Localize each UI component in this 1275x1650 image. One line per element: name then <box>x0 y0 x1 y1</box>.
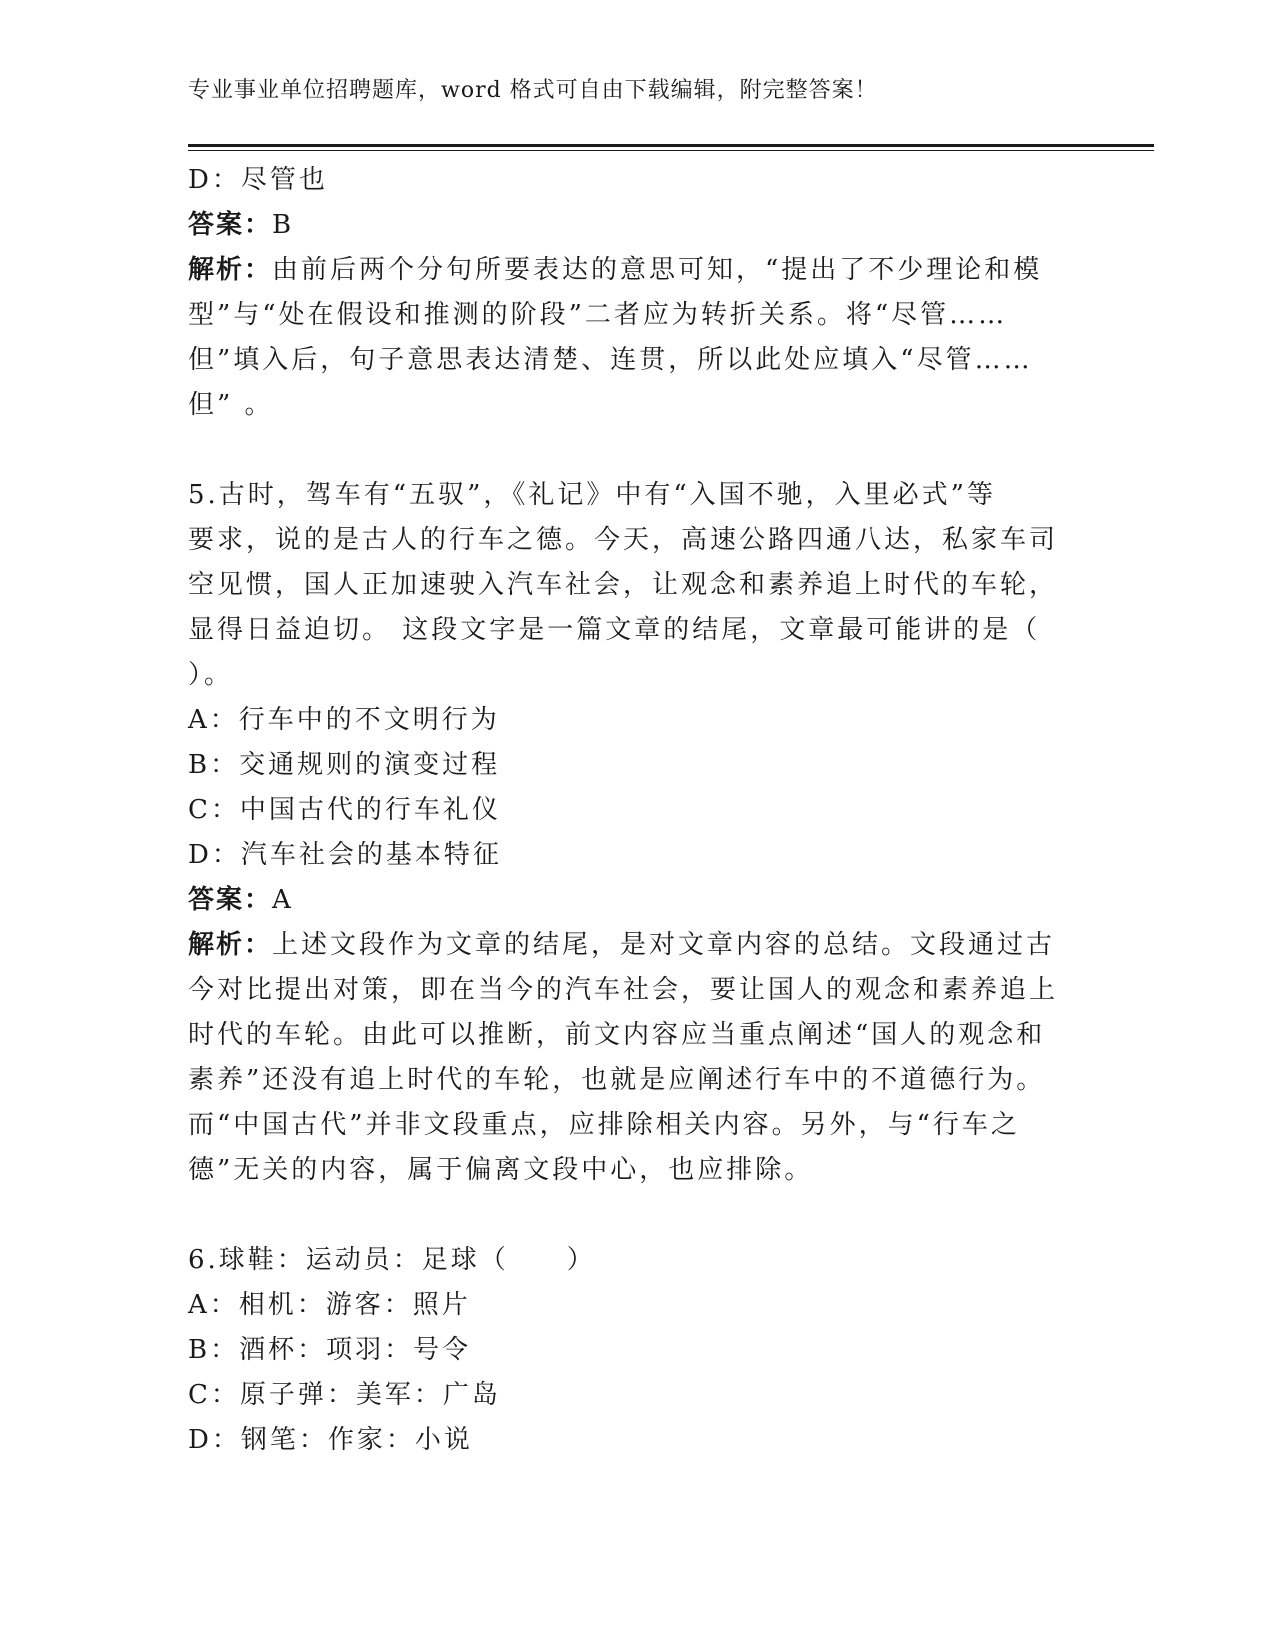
q6-option-d: D：钢笔：作家：小说 <box>188 1425 473 1455</box>
document-content <box>188 158 1058 1463</box>
analysis-label: 解析： <box>188 255 273 285</box>
page-header: 专业事业单位招聘题库，word 格式可自由下载编辑，附完整答案！ <box>188 78 878 103</box>
prev-analysis-line: 型”与“处在假设和推测的阶段”二者应为转折关系。将“尽管…… <box>188 300 1008 330</box>
q5-stem-line: ）。 <box>188 660 234 690</box>
q5-stem-line: 要求，说的是古人的行车之德。今天，高速公路四通八达，私家车司 <box>188 525 1059 555</box>
spacer <box>188 1193 1058 1238</box>
prev-analysis-line: 解析：由前后两个分句所要表达的意思可知，“提出了不少理论和模 <box>188 255 1043 285</box>
q6-option-a: A：相机：游客：照片 <box>188 1290 471 1320</box>
q5-stem-line: 5.古时，驾车有“五驭”，《礼记》中有“入国不驰，入里必式”等 <box>188 480 996 510</box>
q5-answer <box>188 878 1058 923</box>
q6-option-b: B：酒杯：项羽：号令 <box>188 1335 472 1365</box>
q5-analysis-line: 今对比提出对策，即在当今的汽车社会，要让国人的观念和素养追上 <box>188 975 1059 1005</box>
prev-answer <box>188 203 1058 248</box>
q5-option-c: C：中国古代的行车礼仪 <box>188 795 501 825</box>
header-rule-thin <box>188 150 1154 151</box>
answer-label: 答案： <box>188 210 273 240</box>
spacer <box>188 428 1058 473</box>
q5-option-a: A：行车中的不文明行为 <box>188 705 500 735</box>
q6-stem: 6.球鞋：运动员：足球（ ） <box>188 1245 596 1275</box>
prev-analysis-line: 但” 。 <box>188 390 274 420</box>
answer-label: 答案： <box>188 885 273 915</box>
q5-analysis-line: 素养”还没有追上时代的车轮，也就是应阐述行车中的不道德行为。 <box>188 1065 1046 1095</box>
q5-stem-line: 空见惯，国人正加速驶入汽车社会，让观念和素养追上时代的车轮， <box>188 570 1059 600</box>
q6-option-c: C：原子弹：美军：广岛 <box>188 1380 501 1410</box>
q5-analysis-line: 解析：上述文段作为文章的结尾，是对文章内容的总结。文段通过古 <box>188 930 1056 960</box>
q5-analysis-line: 而“中国古代”并非文段重点，应排除相关内容。另外，与“行车之 <box>188 1110 1020 1140</box>
analysis-label: 解析： <box>188 930 273 960</box>
prev-analysis-line: 但”填入后，句子意思表达清楚、连贯，所以此处应填入“尽管…… <box>188 345 1033 375</box>
prev-option-d: D：尽管也 <box>188 165 328 195</box>
answer-value: B <box>272 210 295 240</box>
q5-option-b: B：交通规则的演变过程 <box>188 750 501 780</box>
q5-stem-line: 显得日益迫切。 这段文字是一篇文章的结尾，文章最可能讲的是（ <box>188 615 1041 645</box>
answer-value: A <box>272 885 294 915</box>
q5-analysis-line: 德”无关的内容，属于偏离文段中心，也应排除。 <box>188 1155 814 1185</box>
header-rule-thick <box>188 144 1154 147</box>
q5-analysis-line: 时代的车轮。由此可以推断，前文内容应当重点阐述“国人的观念和 <box>188 1020 1046 1050</box>
q5-option-d: D：汽车社会的基本特征 <box>188 840 502 870</box>
